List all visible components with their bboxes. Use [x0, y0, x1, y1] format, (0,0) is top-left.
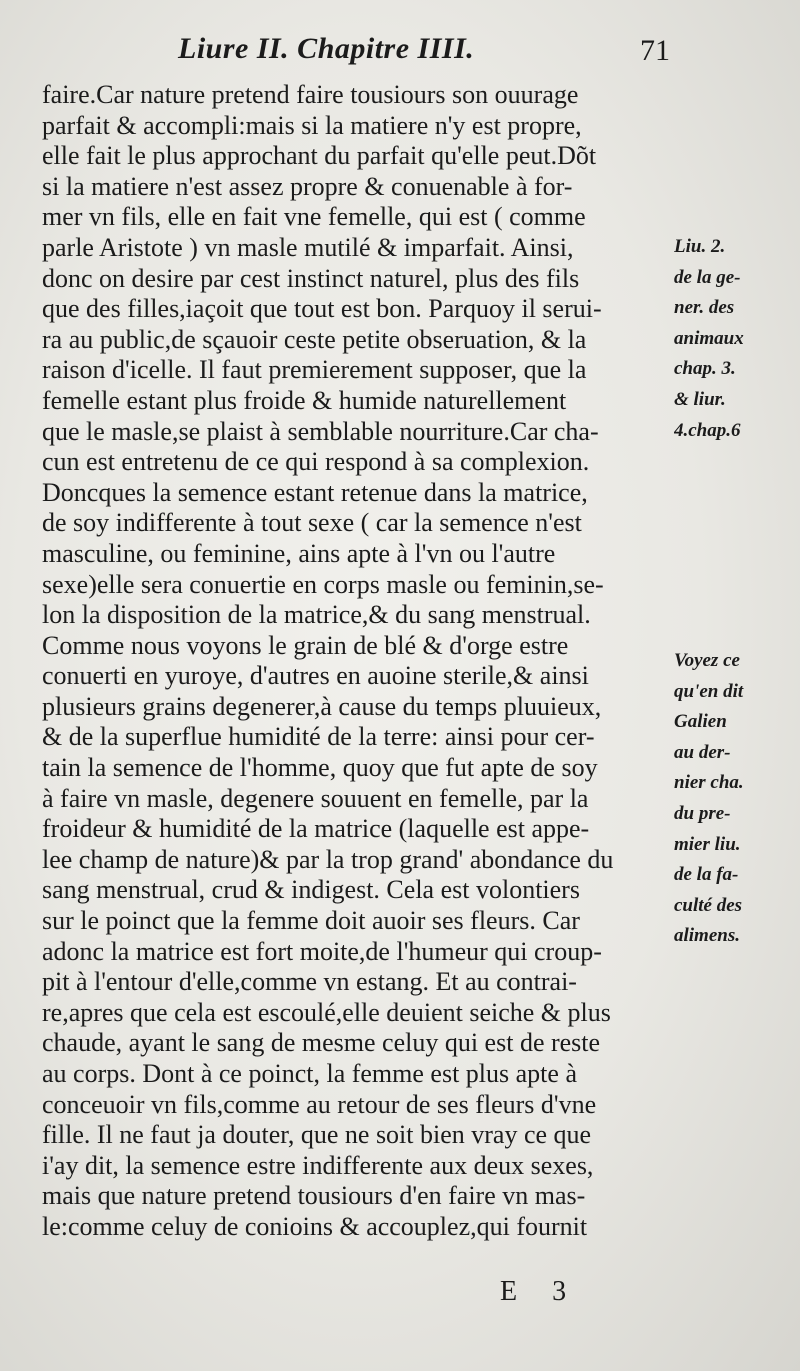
text-line: mer vn fils, elle en fait vne femelle, qui est ( comme [42, 202, 586, 232]
text-line: parle Aristote ) vn masle mutilé & imparfait. Ainsi, [42, 232, 574, 262]
text-line: & de la superflue humidité de la terre: ainsi pour cer- [42, 722, 595, 752]
text-line: re,apres que cela est escoulé,elle deuient seiche & plus [42, 997, 611, 1027]
text-line: ra au public,de sçauoir ceste petite obseruation, & la [42, 324, 587, 354]
margin-note-aristotle-reference [674, 232, 794, 446]
margin-note-line: & liur. [674, 388, 726, 410]
text-line: lon la disposition de la matrice,& du sang menstrual. [42, 600, 591, 630]
margin-note-line: au der- [674, 741, 731, 763]
margin-note-line: chap. 3. [674, 358, 736, 380]
text-line: mais que nature pretend tousiours d'en faire vn mas- [42, 1181, 586, 1211]
text-line: conceuoir vn fils,comme au retour de ses fleurs d'vne [42, 1089, 597, 1119]
margin-note-galen-reference [674, 646, 794, 952]
margin-note-line: de la fa- [674, 864, 739, 886]
margin-note-line: du pre- [674, 802, 731, 824]
margin-note-line: alimens. [674, 925, 740, 947]
main-text-block [42, 80, 672, 1243]
text-line: chaude, ayant le sang de mesme celuy qui est de reste [42, 1028, 601, 1058]
margin-note-line: animaux [674, 327, 744, 349]
margin-note-line: 4.chap.6 [674, 419, 741, 441]
margin-note-line: Voyez ce [674, 650, 740, 671]
text-line: de soy indifferente à tout sexe ( car la semence n'est [42, 508, 582, 538]
margin-note-line: ner. des [674, 297, 735, 319]
text-line: raison d'icelle. Il faut premierement supposer, que la [42, 355, 587, 385]
text-line: elle fait le plus approchant du parfait qu'elle peut.Dõt [42, 141, 597, 171]
text-line: cun est entretenu de ce qui respond à sa complexion. [42, 447, 590, 477]
text-line: Doncques la semence estant retenue dans la matrice, [42, 477, 588, 507]
text-line: sur le poinct que la femme doit auoir ses fleurs. Car [42, 906, 580, 936]
text-line: sang menstrual, crud & indigest. Cela est volontiers [42, 875, 580, 905]
text-line: adonc la matrice est fort moite,de l'humeur qui croup- [42, 936, 602, 966]
text-line: au corps. Dont à ce poinct, la femme est plus apte à [42, 1059, 577, 1088]
text-line: masculine, ou feminine, ains apte à l'vn ou l'autre [42, 538, 556, 568]
page-header [150, 26, 670, 76]
text-line: Comme nous voyons le grain de blé & d'orge estre [42, 630, 569, 660]
margin-note-line: qu'en dit [674, 680, 744, 702]
text-line: parfait & accompli:mais si la matiere n'y est propre, [42, 110, 582, 140]
text-line: sexe)elle sera conuertie en corps masle ou feminin,se- [42, 569, 604, 599]
text-line: tain la semence de l'homme, quoy que fut apte de soy [42, 753, 598, 783]
text-line: donc on desire par cest instinct naturel, plus des fils [42, 263, 580, 293]
text-line: que des filles,iaçoit que tout est bon. Parquoy il serui- [42, 294, 602, 324]
margin-note-line: culté des [674, 894, 743, 916]
margin-note-line: Galien [674, 711, 727, 733]
text-line: plusieurs grains degenerer,à cause du temps pluuieux, [42, 691, 602, 721]
text-line: à faire vn masle, degenere souuent en femelle, par la [42, 783, 589, 813]
margin-note-line: de la ge- [674, 266, 741, 288]
text-line: le:comme celuy de conioins & accouplez,qui fournit [42, 1211, 588, 1241]
signature-mark: E 3 [500, 1276, 581, 1307]
running-title: Liure II. Chapitre IIII. [178, 32, 475, 65]
text-line: froideur & humidité de la matrice (laquelle est appe- [42, 814, 590, 844]
text-line: faire.Car nature pretend faire tousiours son ouurage [42, 80, 579, 109]
margin-note-line: mier liu. [674, 833, 741, 855]
text-line: conuerti en yuroye, d'autres en auoine sterile,& ainsi [42, 661, 589, 691]
text-line: si la matiere n'est assez propre & conuenable à for- [42, 171, 573, 201]
page-number: 71 [640, 34, 670, 67]
text-line: femelle estant plus froide & humide naturellement [42, 385, 567, 415]
text-line: que le masle,se plaist à semblable nourriture.Car cha- [42, 416, 599, 446]
text-line: pit à l'entour d'elle,comme vn estang. Et au contrai- [42, 967, 577, 997]
text-line: i'ay dit, la semence estre indifferente aux deux sexes, [42, 1150, 594, 1180]
text-line: fille. Il ne faut ja douter, que ne soit bien vray ce que [42, 1120, 592, 1150]
margin-note-line: nier cha. [674, 772, 744, 794]
text-line: lee champ de nature)& par la trop grand' abondance du [42, 844, 614, 874]
margin-note-line: Liu. 2. [674, 236, 726, 257]
